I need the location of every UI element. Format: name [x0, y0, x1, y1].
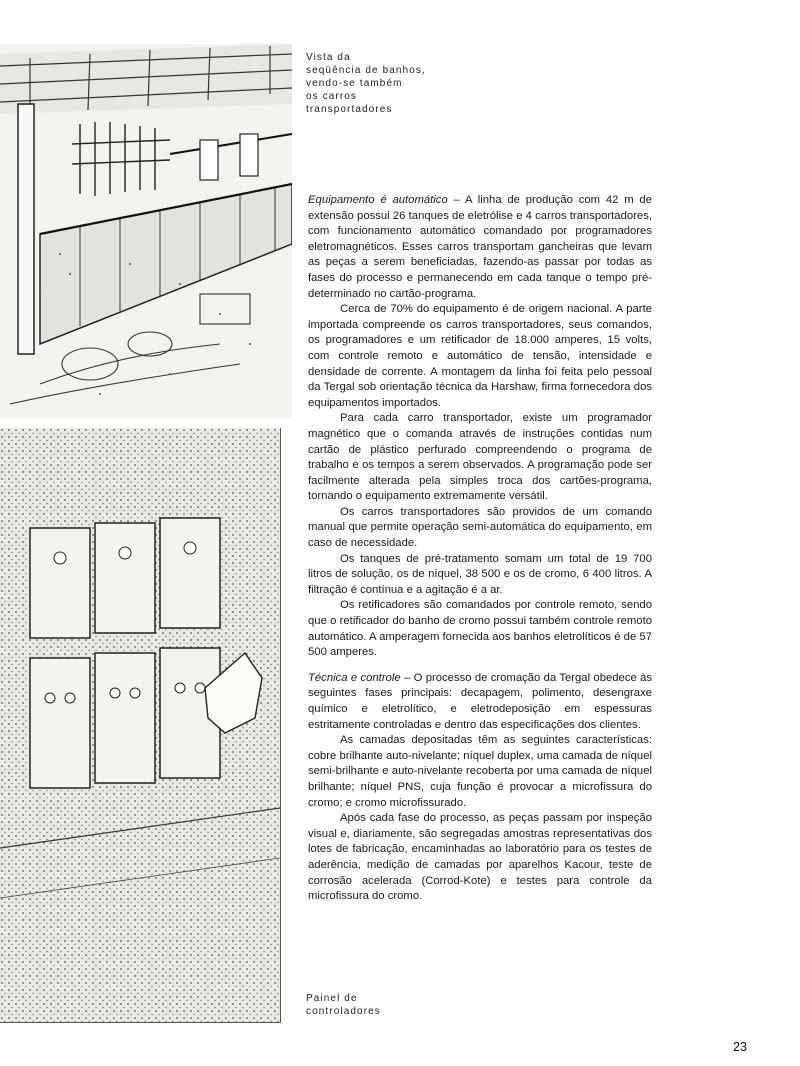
- top-photo-caption: [306, 51, 456, 116]
- paragraph: Para cada carro transportador, existe um programador magnético que o comanda através de instruções contidas num cartão de plástico perfurado compreendendo o programa de trabalho e os tempos a serem observados. A programação pode ser facilmente alterada pela simples troca dos cartões-programa, tornando o equipamento extremamente versátil.: [308, 412, 652, 503]
- control-panel-photo: [0, 428, 281, 1023]
- control-panel-illustration: [0, 428, 280, 1022]
- caption-line: controladores: [306, 1006, 381, 1017]
- plating-line-photo: [0, 44, 292, 418]
- page-number: 23: [733, 1040, 747, 1054]
- paragraph: Após cada fase do processo, as peças passam por inspeção visual e, diariamente, são segregadas amostras representativas dos lotes de fabricação, encaminhadas ao laboratório para os testes de aderência, medição de camadas por aparelhos Kacour, teste de corrosão acelerada (Corrod-Kote) e testes para controle da microfissura do cromo.: [308, 812, 652, 903]
- plating-line-illustration: [0, 44, 292, 418]
- section-equipment-lead: [308, 193, 652, 302]
- caption-line: os carros: [306, 91, 358, 102]
- article-body: [308, 193, 652, 905]
- caption-line: Vista da: [306, 52, 351, 63]
- section-heading: Equipamento é automático: [308, 194, 448, 206]
- caption-line: transportadores: [306, 104, 393, 115]
- caption-line: seqüência de banhos,: [306, 65, 426, 76]
- paragraph: As camadas depositadas têm as seguintes características: cobre brilhante auto-nivelante; níquel duplex, uma camada de níquel semi-brilhante e auto-nivelante recoberta por uma camada de níquel brilhante; níquel PNS, cuja função é provocar a microfissura do cromo; e cromo microfissurado.: [308, 734, 652, 809]
- section-heading: Técnica e controle: [308, 671, 401, 684]
- bottom-photo-caption: [306, 992, 426, 1018]
- paragraph-text: – O processo de cromação da Tergal obedece às seguintes fases principais: decapagem, polimento, desengraxe químico e eletrolítico, e eletrodeposição em espessuras estritamente controladas e dentro das especificações dos clientes.: [308, 671, 653, 731]
- paragraph-text: – A linha de produção com 42 m de extensão possui 26 tanques de eletrólise e 4 carros transportadores, com funcionamento automático comandado por programadores eletromagnéticos. Esses carros transportam gancheiras que levam as peças a serem beneficiadas, fazendo-as passar por todas as fases do processo e permanecendo em cada tanque o tempo pré-determinado no cartão-programa.: [308, 194, 652, 300]
- paragraph: Os tanques de pré-tratamento somam um total de 19 700 litros de solução, os de níquel, 38 500 e os de cromo, 6 400 litros. A filtração é contínua e a agitação é a ar.: [308, 552, 652, 596]
- section-technique-lead: [308, 671, 652, 733]
- caption-line: Painel de: [306, 993, 358, 1004]
- paragraph: Os carros transportadores são providos de um comando manual que permite operação semi-automática do equipamento, em caso de necessidade.: [308, 505, 652, 550]
- caption-line: vendo-se também: [306, 78, 403, 89]
- paragraph: Cerca de 70% do equipamento é de origem nacional. A parte importada compreende os carros transportadores, seus comandos, os programadores e um retificador de 18.000 amperes, 15 volts, com controle remoto e automático de tensão, intensidade e densidade de corrente. A montagem da linha foi feita pelo pessoal da Tergal sob orientação técnica da Harshaw, firma fornecedora dos equipamentos importados.: [308, 303, 652, 409]
- paragraph: Os retificadores são comandados por controle remoto, sendo que o retificador do banho de cromo possui também controle remoto automático. A amperagem fornecida aos banhos eletrolíticos é de 57 500 amperes.: [308, 599, 652, 659]
